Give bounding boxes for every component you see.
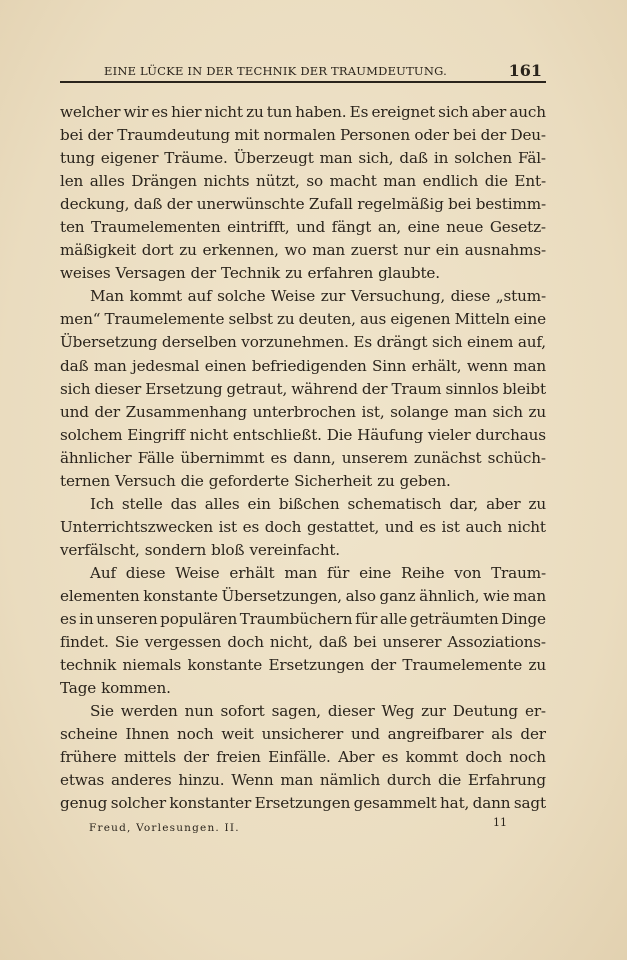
text-line: elementen konstante Übersetzungen, also ganz ähnlich, wie man [60, 586, 546, 605]
text-line: ähnlicher Fälle übernimmt es dann, unserem zunächst schüch- [60, 448, 546, 467]
text-line: solchem Eingriff nicht entschließt. Die Häufung vieler durchaus [60, 425, 546, 444]
text-line: ternen Versuch die geforderte Sicherheit zu geben. [60, 471, 451, 490]
text-line: etwas anderes hinzu. Wenn man nämlich durch die Erfahrung [60, 771, 546, 790]
text-line: Auf diese Weise erhält man für eine Reihe von Traum- [90, 563, 546, 582]
text-line: und der Zusammenhang unterbrochen ist, solange man sich zu [60, 402, 546, 421]
text-line: men“ Traumelemente selbst zu deuten, aus eigenen Mitteln eine [60, 310, 546, 329]
text-line: daß man jedesmal einen befriedigenden Sinn erhält, wenn man [60, 356, 546, 375]
text-line: bei der Traumdeutung mit normalen Personen oder bei der Deu- [60, 126, 546, 145]
text-line: scheine Ihnen noch weit unsicherer und angreifbarer als der [60, 725, 546, 744]
text-line: Tage kommen. [60, 679, 171, 698]
text-line: technik niemals konstante Ersetzungen der Traumelemente zu [60, 656, 546, 675]
text-line: Man kommt auf solche Weise zur Versuchung, diese „stum- [90, 287, 546, 306]
text-line: frühere mittels der freien Einfälle. Aber es kommt doch noch [60, 748, 546, 767]
text-line: deckung, daß der unerwünschte Zufall regelmäßig bei bestimm- [60, 195, 546, 214]
text-line: Sie werden nun sofort sagen, dieser Weg zur Deutung er- [90, 702, 546, 721]
page-number: 161 [508, 61, 542, 80]
text-line: mäßigkeit dort zu erkennen, wo man zuerst nur ein ausnahms- [60, 241, 546, 260]
text-line: verfälscht, sondern bloß vereinfacht. [60, 540, 340, 559]
header-rule [60, 81, 546, 83]
text-line: ten Traumelementen eintrifft, und fängt an, eine neue Gesetz- [60, 218, 546, 237]
footer-sheet-number: 11 [493, 816, 507, 829]
text-line: len alles Drängen nichts nützt, so macht man endlich die Ent- [60, 172, 546, 191]
text-line: genug solcher konstanter Ersetzungen gesammelt hat, dann sagt [60, 794, 546, 813]
text-line: Übersetzung derselben vorzunehmen. Es drängt sich einem auf, [60, 333, 546, 352]
text-line: weises Versagen der Technik zu erfahren glaubte. [60, 264, 440, 283]
text-line: welcher wir es hier nicht zu tun haben. Es ereignet sich aber auch [60, 103, 546, 121]
page-header [60, 62, 544, 80]
text-line: findet. Sie vergessen doch nicht, daß bei unserer Assoziations- [60, 633, 546, 652]
text-line: tung eigener Träume. Überzeugt man sich, daß in solchen Fäl- [60, 149, 546, 168]
running-title: EINE LÜCKE IN DER TECHNIK DER TRAUMDEUTUNG. [104, 64, 447, 78]
text-line: Unterrichtszwecken ist es doch gestattet, und es ist auch nicht [60, 517, 546, 536]
text-line: Ich stelle das alles ein bißchen schematisch dar, aber zu [90, 494, 546, 513]
text-line: sich dieser Ersetzung getraut, während der Traum sinnlos bleibt [60, 379, 546, 398]
body-text [60, 101, 546, 815]
text-line: es in unseren populären Traumbüchern für alle geträumten Dinge [60, 610, 546, 629]
footer-signature: Freud, Vorlesungen. II. [89, 822, 240, 834]
